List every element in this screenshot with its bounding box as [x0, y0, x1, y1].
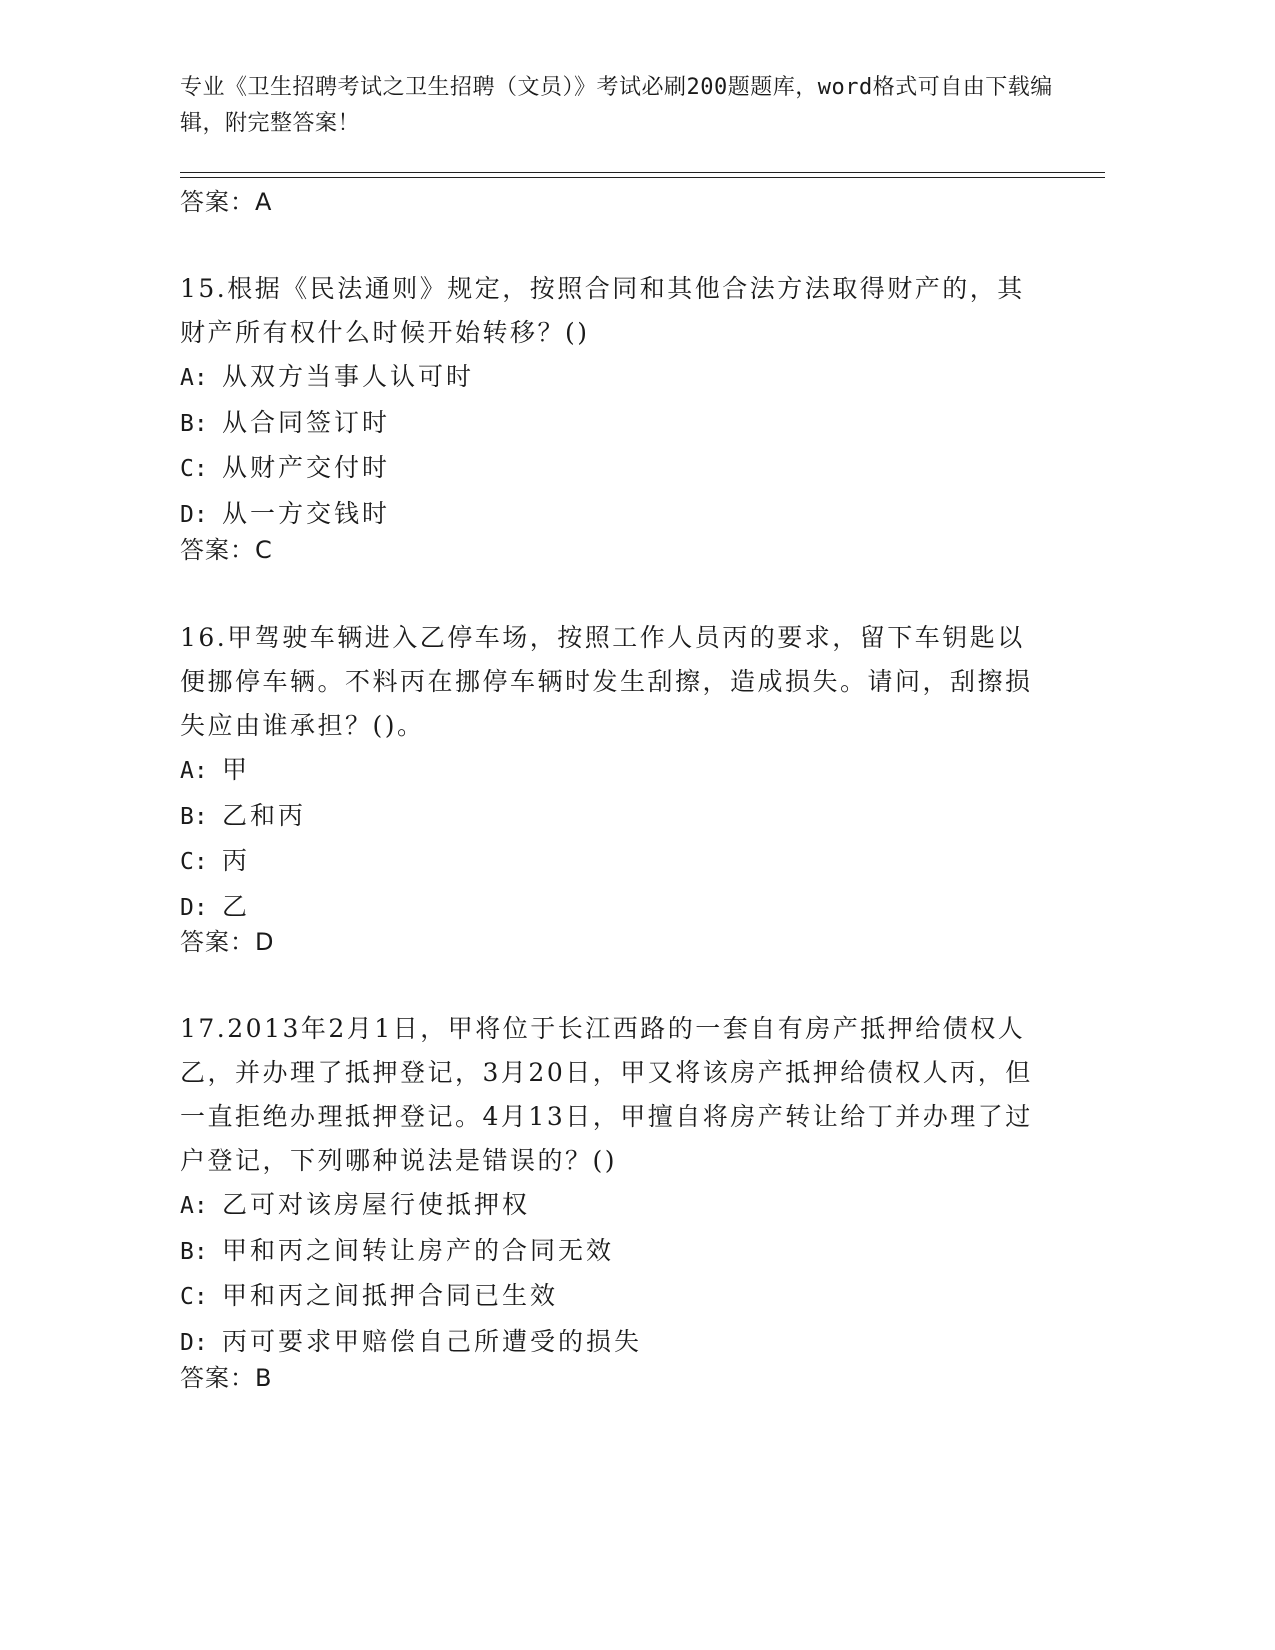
option-text: 乙和丙: [222, 800, 307, 830]
option-text: 乙: [222, 891, 251, 921]
header-divider-top: [180, 172, 1105, 173]
option-key: B:: [180, 1238, 208, 1265]
option-list: [180, 355, 1040, 537]
option-d: [180, 1320, 1040, 1366]
option-c: [180, 1274, 1040, 1320]
previous-answer: 答案：A: [180, 188, 273, 216]
document-header: 专业《卫生招聘考试之卫生招聘（文员）》考试必刷200题题库，word格式可自由下载编辑，附完整答案！: [180, 75, 1053, 136]
option-key: B:: [180, 803, 208, 830]
header-divider-bottom: [180, 177, 1105, 178]
option-text: 乙可对该房屋行使抵押权: [222, 1190, 531, 1219]
question-text: 16.甲驾驶车辆进入乙停车场，按照工作人员丙的要求，留下车钥匙以便挪停车辆。不料丙在挪停车辆时发生刮擦，造成损失。请问，刮擦损失应由谁承担？()。: [180, 623, 1033, 740]
option-a: [180, 1183, 1040, 1229]
option-a: [180, 355, 1040, 401]
option-key: A:: [180, 365, 208, 391]
option-list: [180, 748, 1040, 930]
option-key: C:: [180, 849, 208, 875]
option-text: 甲和丙之间转让房产的合同无效: [222, 1235, 615, 1265]
option-d: [180, 885, 1040, 931]
option-text: 丙可要求甲赔偿自己所遭受的损失: [222, 1326, 643, 1356]
option-b: [180, 1229, 1040, 1275]
option-text: 从财产交付时: [222, 453, 391, 482]
option-text: 丙: [222, 846, 251, 875]
option-key: D:: [180, 1329, 208, 1356]
option-text: 从双方当事人认可时: [222, 362, 475, 391]
option-key: A:: [180, 758, 208, 784]
option-d: [180, 492, 1040, 538]
option-key: A:: [180, 1193, 208, 1219]
answer-16: 答案：D: [180, 928, 275, 956]
answer-15: 答案：C: [180, 536, 273, 564]
option-key: B:: [180, 410, 208, 437]
option-text: 甲: [222, 755, 251, 784]
option-key: D:: [180, 501, 208, 528]
question-17: [180, 1007, 1040, 1365]
question-16: [180, 616, 1040, 930]
option-key: D:: [180, 894, 208, 921]
answer-17: 答案：B: [180, 1364, 273, 1392]
option-a: [180, 748, 1040, 794]
option-key: C:: [180, 1284, 208, 1310]
question-text: 15.根据《民法通则》规定，按照合同和其他合法方法取得财产的，其财产所有权什么时候开始转移？(): [180, 274, 1025, 347]
question-15: [180, 267, 1040, 537]
option-b: [180, 794, 1040, 840]
option-text: 从一方交钱时: [222, 498, 391, 528]
option-text: 从合同签订时: [222, 407, 391, 437]
option-b: [180, 401, 1040, 447]
option-c: [180, 839, 1040, 885]
option-key: C:: [180, 456, 208, 482]
option-text: 甲和丙之间抵押合同已生效: [222, 1281, 559, 1310]
option-list: [180, 1183, 1040, 1365]
question-text: 17.2013年2月1日，甲将位于长江西路的一套自有房产抵押给债权人乙，并办理了抵押登记，3月20日，甲又将该房产抵押给债权人丙，但一直拒绝办理抵押登记。4月13日，甲擅自将房产转让给丁并办理了过户登记，下列哪种说法是错误的？(): [180, 1014, 1033, 1175]
option-c: [180, 446, 1040, 492]
